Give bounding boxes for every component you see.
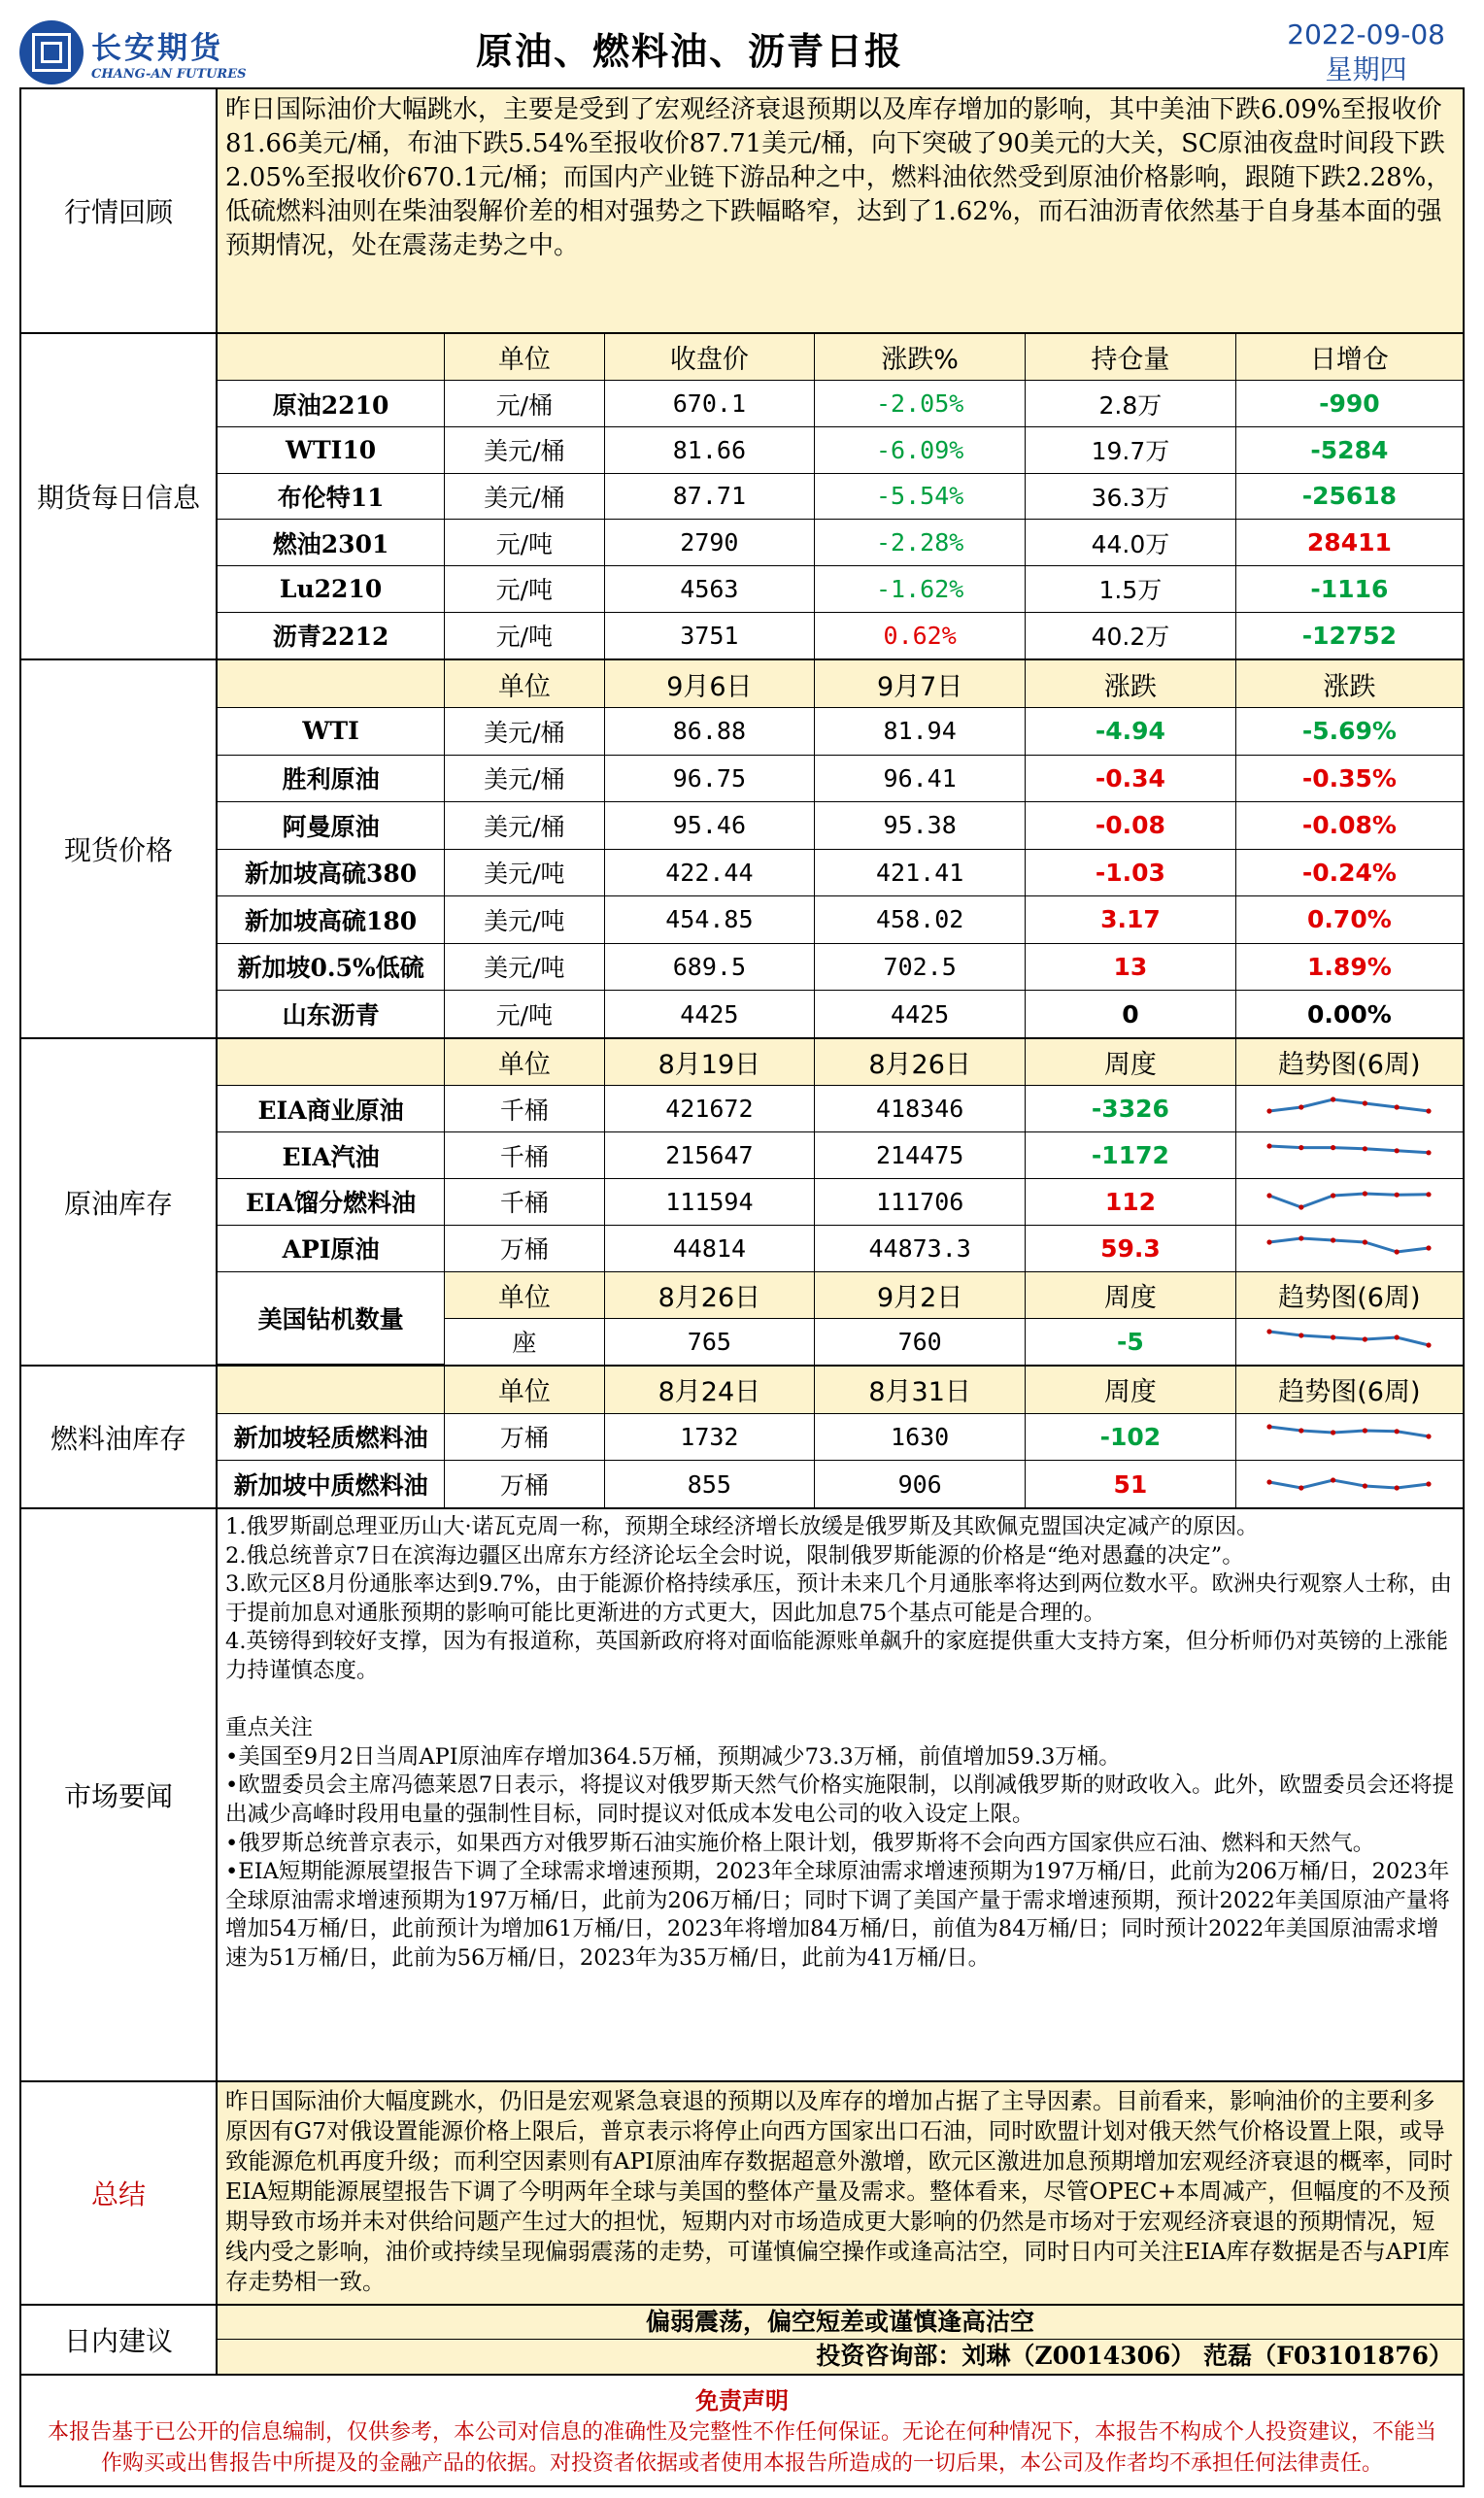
table-row (218, 381, 1463, 427)
trend-point (1267, 1425, 1272, 1430)
inventory-prev: 111594 (604, 1179, 815, 1226)
trend-line (1269, 1427, 1429, 1436)
price-day1: 689.5 (604, 943, 815, 991)
crude-header-cell: 趋势图(6周) (1235, 1039, 1463, 1086)
news-item: 重点关注 (225, 1715, 314, 1741)
date-text: 2022-09-08 (1287, 18, 1445, 51)
trend-point (1331, 1431, 1335, 1435)
trend-sparkline (1262, 1138, 1436, 1173)
table-row (218, 943, 1463, 991)
price-day2: 81.94 (815, 708, 1026, 756)
trend-point (1395, 1250, 1400, 1255)
table-row (218, 802, 1463, 850)
trend-line (1269, 1332, 1429, 1345)
oi-change: -12752 (1235, 612, 1463, 658)
contract-name: WTI10 (218, 426, 445, 473)
summary-text: 昨日国际油价大幅度跳水，仍旧是宏观紧急衰退的预期以及库存的增加占据了主导因素。目前看来，影响油价的主要利多原因有G7对俄设置能源价格上限后，普京表示将停止向西方国家出口石油，同时欧盟计划对俄天然气价格设置上限，或导致能源危机再度升级；而利空因素则有API原油库存数据超意外激增，欧元区激进加息预期增加宏观经济衰退的概率，同时EIA短期能源展望报告下调了今明两年全球与美国的整体产量及需求。整体看来，尽管OPEC+本周减产，但幅度的不及预期导致市场并未对供给问题产生过大的担忧，短期内对市场造成更大影响的仍然是市场对于宏观经济衰退的预期情况，短线内受之影响，油价或持续呈现偏弱震荡的走势，可谨慎偏空操作或逢高沽空，同时日内可关注EIA库存数据是否与API库存走势相一致。 (218, 2082, 1463, 2304)
open-interest: 44.0万 (1026, 520, 1236, 566)
trend-point (1395, 1485, 1400, 1490)
table-row (218, 1086, 1463, 1132)
trend-cell (1235, 1132, 1463, 1179)
spot-name: 新加坡高硫180 (218, 896, 445, 944)
spot-header-cell: 涨跌 (1026, 660, 1236, 708)
table-row (218, 1225, 1463, 1271)
spot-name: 阿曼原油 (218, 802, 445, 850)
price-change: -0.34 (1026, 755, 1236, 802)
price-change-pct: -0.08% (1235, 802, 1463, 850)
news-item: •EIA短期能源展望报告下调了全球需求增速预期，2023年全球原油需求增速预期为197万桶/日，此前为206万桶/日，2023年全球原油需求增速预期为197万桶/日，此前为206万桶/日；同时下调了美国产量于需求增速预期，预计2022年美国原油产量将增加54万桶/日，此前预计为增加61万桶/日，2023年将增加84万桶/日，前值为84万桶/日；同时预计2022年美国原油需求增速为51万桶/日，此前为56万桶/日，2023年为35万桶/日，此前为41万桶/日。 (225, 1859, 1450, 1971)
trend-point (1299, 1104, 1304, 1109)
logo-cn-text: 长安期货 (91, 31, 223, 66)
price-day2: 421.41 (815, 849, 1026, 896)
price-change-pct: -0.24% (1235, 849, 1463, 896)
spot-header-cell: 9月6日 (604, 660, 815, 708)
oi-change: -990 (1235, 381, 1463, 427)
unit-cell: 万桶 (445, 1461, 604, 1507)
oi-change: -1116 (1235, 566, 1463, 613)
disclaimer-title: 免责声明 (695, 2387, 789, 2414)
inventory-curr: 44873.3 (815, 1225, 1026, 1271)
price-change: 13 (1026, 943, 1236, 991)
trend-line (1269, 1238, 1429, 1252)
summary-section (19, 2082, 1465, 2306)
inventory-curr: 111706 (815, 1179, 1026, 1226)
trend-point (1395, 1193, 1400, 1198)
news-item: •美国至9月2日当周API原油库存增加364.5万桶，预期减少73.3万桶，前值增加59.3万桶。 (225, 1743, 1121, 1770)
inventory-prev: 215647 (604, 1132, 815, 1179)
contract-name: 燃油2301 (218, 520, 445, 566)
open-interest: 40.2万 (1026, 612, 1236, 658)
inventory-curr: 906 (815, 1461, 1026, 1507)
oi-change: 28411 (1235, 520, 1463, 566)
disclaimer-text: 本报告基于已公开的信息编制，仅供参考，本公司对信息的准确性及完整性不作任何保证。无论在何种情况下，本报告不构成个人投资建议，不能当作购买或出售报告中所提及的金融产品的依据。对投资者依据或者使用本报告所造成的一切后果，本公司及作者均不承担任何法律责任。 (47, 2420, 1436, 2476)
futures-table (218, 334, 1463, 658)
futures-header-cell: 单位 (445, 334, 604, 381)
weekly-change: 59.3 (1026, 1225, 1236, 1271)
crude-inventory-section (19, 1039, 1465, 1367)
unit-cell: 美元/桶 (445, 708, 604, 756)
report-date (1287, 17, 1445, 87)
futures-section (19, 334, 1465, 660)
inventory-name: 新加坡中质燃料油 (218, 1461, 445, 1507)
analyst-info: 投资咨询部：刘琳（Z0014306） 范磊（F03101876） (816, 2342, 1453, 2370)
news-item: 2.俄总统普京7日在滨海边疆区出席东方经济论坛全会时说，限制俄罗斯能源的价格是“绝对愚蠢的决定”。 (225, 1542, 1244, 1569)
trend-sparkline (1262, 1231, 1436, 1266)
unit-cell: 美元/桶 (445, 755, 604, 802)
close-price: 87.71 (604, 473, 815, 520)
trend-point (1267, 1143, 1272, 1148)
intraday-label: 日内建议 (21, 2306, 218, 2374)
trend-point (1267, 1330, 1272, 1334)
futures-header-cell: 日增仓 (1235, 334, 1463, 381)
table-row (218, 473, 1463, 520)
trend-point (1427, 1481, 1432, 1486)
inventory-prev: 421672 (604, 1086, 815, 1132)
daily-report (19, 14, 1465, 2487)
price-day1: 454.85 (604, 896, 815, 944)
trend-point (1395, 1148, 1400, 1153)
price-day2: 702.5 (815, 943, 1026, 991)
intraday-advice: 偏弱震荡，偏空短差或谨慎逢高沽空 (218, 2306, 1463, 2340)
fuel-inventory-section (19, 1367, 1465, 1509)
inventory-prev: 1732 (604, 1413, 815, 1460)
crude-inventory-table (218, 1039, 1463, 1365)
inventory-curr: 1630 (815, 1413, 1026, 1460)
company-logo (19, 16, 272, 89)
rig-header-cell: 单位 (445, 1271, 604, 1318)
inventory-name: EIA馏分燃料油 (218, 1179, 445, 1226)
trend-point (1363, 1100, 1367, 1105)
trend-sparkline (1262, 1184, 1436, 1219)
news-item (225, 1686, 1455, 1715)
trend-point (1331, 1477, 1335, 1482)
oi-change: -5284 (1235, 426, 1463, 473)
table-row (218, 991, 1463, 1038)
fuel-inventory-table (218, 1367, 1463, 1507)
contract-name: 沥青2212 (218, 612, 445, 658)
news-item: 3.欧元区8月份通胀率达到9.7%，由于能源价格持续承压，预计未来几个月通胀率将达到两位数水平。欧洲央行观察人士称，由于提前加息对通胀预期的影响可能比更渐进的方式更大，因此加息75个基点可能是合理的。 (225, 1571, 1452, 1626)
unit-cell: 千桶 (445, 1086, 604, 1132)
futures-header-cell: 持仓量 (1026, 334, 1236, 381)
trend-point (1427, 1108, 1432, 1113)
futures-header-cell (218, 334, 445, 381)
futures-label: 期货每日信息 (21, 334, 218, 658)
report-header (19, 14, 1465, 89)
trend-point (1427, 1246, 1432, 1251)
trend-point (1427, 1150, 1432, 1155)
crude-inventory-label: 原油库存 (21, 1039, 218, 1365)
price-day1: 86.88 (604, 708, 815, 756)
fuel-header-cell: 8月31日 (815, 1367, 1026, 1413)
spot-name: 新加坡高硫380 (218, 849, 445, 896)
trend-point (1331, 1335, 1335, 1340)
table-row (218, 566, 1463, 613)
price-day1: 96.75 (604, 755, 815, 802)
spot-name: 新加坡0.5%低硫 (218, 943, 445, 991)
trend-point (1267, 1108, 1272, 1113)
market-review-label: 行情回顾 (21, 89, 218, 332)
contract-name: Lu2210 (218, 566, 445, 613)
trend-line (1269, 1194, 1429, 1207)
inventory-name: API原油 (218, 1225, 445, 1271)
trend-point (1395, 1104, 1400, 1109)
rig-header-cell: 9月2日 (815, 1271, 1026, 1318)
weekly-change: -102 (1026, 1413, 1236, 1460)
intraday-section (19, 2306, 1465, 2376)
unit-cell: 美元/桶 (445, 426, 604, 473)
trend-point (1299, 1485, 1304, 1490)
trend-sparkline (1262, 1419, 1436, 1454)
news-item: •欧盟委员会主席冯德莱恩7日表示，将提议对俄罗斯天然气价格实施限制，以削减俄罗斯的财政收入。此外，欧盟委员会还将提出减少高峰时段用电量的强制性目标，同时提议对低成本发电公司的收入设定上限。 (225, 1772, 1455, 1827)
trend-line (1269, 1146, 1429, 1153)
market-news-label: 市场要闻 (21, 1509, 218, 2080)
trend-point (1427, 1193, 1432, 1198)
table-row (218, 755, 1463, 802)
open-interest: 36.3万 (1026, 473, 1236, 520)
trend-point (1331, 1097, 1335, 1101)
inventory-name: EIA商业原油 (218, 1086, 445, 1132)
trend-point (1363, 1429, 1367, 1434)
trend-point (1363, 1192, 1367, 1197)
price-change-pct: -0.35% (1235, 755, 1463, 802)
price-change: -1.03 (1026, 849, 1236, 896)
trend-point (1267, 1479, 1272, 1484)
price-change-pct: 1.89% (1235, 943, 1463, 991)
trend-point (1363, 1337, 1367, 1342)
rig-header-cell: 8月26日 (604, 1271, 815, 1318)
unit-cell: 美元/桶 (445, 473, 604, 520)
price-day2: 95.38 (815, 802, 1026, 850)
price-change: -4.94 (1026, 708, 1236, 756)
trend-point (1395, 1335, 1400, 1340)
inventory-prev: 44814 (604, 1225, 815, 1271)
unit-cell: 元/吨 (445, 520, 604, 566)
crude-header-cell: 周度 (1026, 1039, 1236, 1086)
trend-point (1427, 1343, 1432, 1348)
spot-header-cell: 涨跌 (1235, 660, 1463, 708)
unit-cell: 千桶 (445, 1132, 604, 1179)
spot-table (218, 660, 1463, 1037)
rig-weekly-change: -5 (1026, 1318, 1236, 1365)
rig-count-name: 美国钻机数量 (218, 1271, 445, 1365)
fuel-header-cell (218, 1367, 445, 1413)
futures-header-cell: 涨跌% (815, 334, 1026, 381)
open-interest: 2.8万 (1026, 381, 1236, 427)
price-day1: 4425 (604, 991, 815, 1038)
unit-cell: 美元/吨 (445, 943, 604, 991)
price-day1: 422.44 (604, 849, 815, 896)
futures-header-cell: 收盘价 (604, 334, 815, 381)
spot-name: 山东沥青 (218, 991, 445, 1038)
news-item: •俄罗斯总统普京表示，如果西方对俄罗斯石油实施价格上限计划，俄罗斯将不会向西方国家供应石油、燃料和天然气。 (225, 1830, 1375, 1856)
price-day2: 4425 (815, 991, 1026, 1038)
trend-point (1331, 1194, 1335, 1198)
rig-header-cell: 趋势图(6周) (1235, 1271, 1463, 1318)
table-row (218, 1132, 1463, 1179)
price-change-pct: 0.00% (1235, 991, 1463, 1038)
trend-point (1299, 1205, 1304, 1210)
trend-point (1331, 1238, 1335, 1243)
weekly-change: -3326 (1026, 1086, 1236, 1132)
trend-line (1269, 1480, 1429, 1488)
trend-cell (1235, 1179, 1463, 1226)
fuel-inventory-label: 燃料油库存 (21, 1367, 218, 1507)
trend-point (1299, 1429, 1304, 1434)
crude-header-cell: 8月19日 (604, 1039, 815, 1086)
table-row (218, 1461, 1463, 1507)
report-title: 原油、燃料油、沥青日报 (476, 30, 904, 73)
unit-cell: 美元/桶 (445, 802, 604, 850)
change-pct: 0.62% (815, 612, 1026, 658)
trend-point (1299, 1333, 1304, 1338)
summary-label: 总结 (21, 2082, 218, 2304)
contract-name: 原油2210 (218, 381, 445, 427)
fuel-header-cell: 周度 (1026, 1367, 1236, 1413)
oi-change: -25618 (1235, 473, 1463, 520)
close-price: 3751 (604, 612, 815, 658)
price-change-pct: -5.69% (1235, 708, 1463, 756)
inventory-prev: 855 (604, 1461, 815, 1507)
table-row (218, 896, 1463, 944)
close-price: 670.1 (604, 381, 815, 427)
trend-sparkline (1262, 1467, 1436, 1502)
inventory-curr: 214475 (815, 1132, 1026, 1179)
weekday-text: 星期四 (1325, 53, 1407, 85)
weekly-change: -1172 (1026, 1132, 1236, 1179)
unit-cell: 美元/吨 (445, 849, 604, 896)
unit-cell: 千桶 (445, 1179, 604, 1226)
trend-cell (1235, 1225, 1463, 1271)
spot-header-cell (218, 660, 445, 708)
news-item: 4.英镑得到较好支撑，因为有报道称，英国新政府将对面临能源账单飙升的家庭提供重大支持方案，但分析师仍对英镑的上涨能力持谨慎态度。 (225, 1629, 1448, 1683)
unit-cell: 座 (445, 1318, 604, 1365)
rig-prev: 765 (604, 1318, 815, 1365)
crude-header-cell: 8月26日 (815, 1039, 1026, 1086)
close-price: 4563 (604, 566, 815, 613)
trend-point (1267, 1194, 1272, 1198)
change-pct: -5.54% (815, 473, 1026, 520)
change-pct: -2.28% (815, 520, 1026, 566)
trend-sparkline (1262, 1092, 1436, 1127)
spot-label: 现货价格 (21, 660, 218, 1037)
table-row (218, 520, 1463, 566)
inventory-curr: 418346 (815, 1086, 1026, 1132)
trend-point (1395, 1430, 1400, 1435)
spot-section (19, 660, 1465, 1039)
unit-cell: 万桶 (445, 1225, 604, 1271)
fuel-header-cell: 单位 (445, 1367, 604, 1413)
fuel-header-cell: 8月24日 (604, 1367, 815, 1413)
inventory-name: EIA汽油 (218, 1132, 445, 1179)
trend-point (1363, 1240, 1367, 1245)
trend-cell (1235, 1461, 1463, 1507)
unit-cell: 元/桶 (445, 381, 604, 427)
disclaimer-section (19, 2376, 1465, 2487)
table-row (218, 1179, 1463, 1226)
logo-en-text: CHANG-AN FUTURES (91, 67, 247, 82)
unit-cell: 元/吨 (445, 566, 604, 613)
contract-name: 布伦特11 (218, 473, 445, 520)
crude-header-cell: 单位 (445, 1039, 604, 1086)
unit-cell: 元/吨 (445, 991, 604, 1038)
unit-cell: 万桶 (445, 1413, 604, 1460)
table-row (218, 426, 1463, 473)
open-interest: 19.7万 (1026, 426, 1236, 473)
table-row (218, 849, 1463, 896)
rig-header-cell: 周度 (1026, 1271, 1236, 1318)
change-pct: -1.62% (815, 566, 1026, 613)
trend-cell (1235, 1318, 1463, 1365)
price-change: 0 (1026, 991, 1236, 1038)
table-row (218, 1413, 1463, 1460)
spot-name: 胜利原油 (218, 755, 445, 802)
price-day2: 96.41 (815, 755, 1026, 802)
table-row (218, 612, 1463, 658)
market-review-text: 昨日国际油价大幅跳水，主要是受到了宏观经济衰退预期以及库存增加的影响，其中美油下跌6.09%至报收价81.66美元/桶，布油下跌5.54%至报收价87.71美元/桶，向下突破了90美元的大关，SC原油夜盘时间段下跌2.05%至报收价670.1元/桶；而国内产业链下游品种之中，燃料油依然受到原油价格影响，跟随下跌2.28%，低硫燃料油则在柴油裂解价差的相对强势之下跌幅略窄，达到了1.62%，而石油沥青依然基于自身基本面的强预期情况，处在震荡走势之中。 (218, 89, 1463, 332)
change-pct: -6.09% (815, 426, 1026, 473)
price-day2: 458.02 (815, 896, 1026, 944)
trend-point (1299, 1145, 1304, 1150)
price-day1: 95.46 (604, 802, 815, 850)
price-change: 3.17 (1026, 896, 1236, 944)
spot-name: WTI (218, 708, 445, 756)
unit-cell: 元/吨 (445, 612, 604, 658)
trend-sparkline (1262, 1324, 1436, 1359)
spot-header-cell: 单位 (445, 660, 604, 708)
logo-emblem-icon (19, 20, 84, 84)
close-price: 81.66 (604, 426, 815, 473)
inventory-name: 新加坡轻质燃料油 (218, 1413, 445, 1460)
fuel-header-cell: 趋势图(6周) (1235, 1367, 1463, 1413)
close-price: 2790 (604, 520, 815, 566)
trend-cell (1235, 1086, 1463, 1132)
price-change-pct: 0.70% (1235, 896, 1463, 944)
trend-point (1363, 1483, 1367, 1488)
change-pct: -2.05% (815, 381, 1026, 427)
crude-header-cell (218, 1039, 445, 1086)
unit-cell: 美元/吨 (445, 896, 604, 944)
trend-cell (1235, 1413, 1463, 1460)
news-item: 1.俄罗斯副总理亚历山大·诺瓦克周一称，预期全球经济增长放缓是俄罗斯及其欧佩克盟国决定减产的原因。 (225, 1514, 1259, 1539)
price-change: -0.08 (1026, 802, 1236, 850)
market-review-section (19, 89, 1465, 334)
market-news-section (19, 1509, 1465, 2082)
rig-curr: 760 (815, 1318, 1026, 1365)
weekly-change: 51 (1026, 1461, 1236, 1507)
trend-point (1331, 1145, 1335, 1150)
open-interest: 1.5万 (1026, 566, 1236, 613)
trend-point (1363, 1146, 1367, 1151)
market-news-list (218, 1509, 1463, 2080)
trend-point (1427, 1435, 1432, 1439)
table-row (218, 708, 1463, 756)
weekly-change: 112 (1026, 1179, 1236, 1226)
spot-header-cell: 9月7日 (815, 660, 1026, 708)
trend-point (1267, 1240, 1272, 1245)
trend-point (1299, 1236, 1304, 1241)
trend-line (1269, 1099, 1429, 1111)
